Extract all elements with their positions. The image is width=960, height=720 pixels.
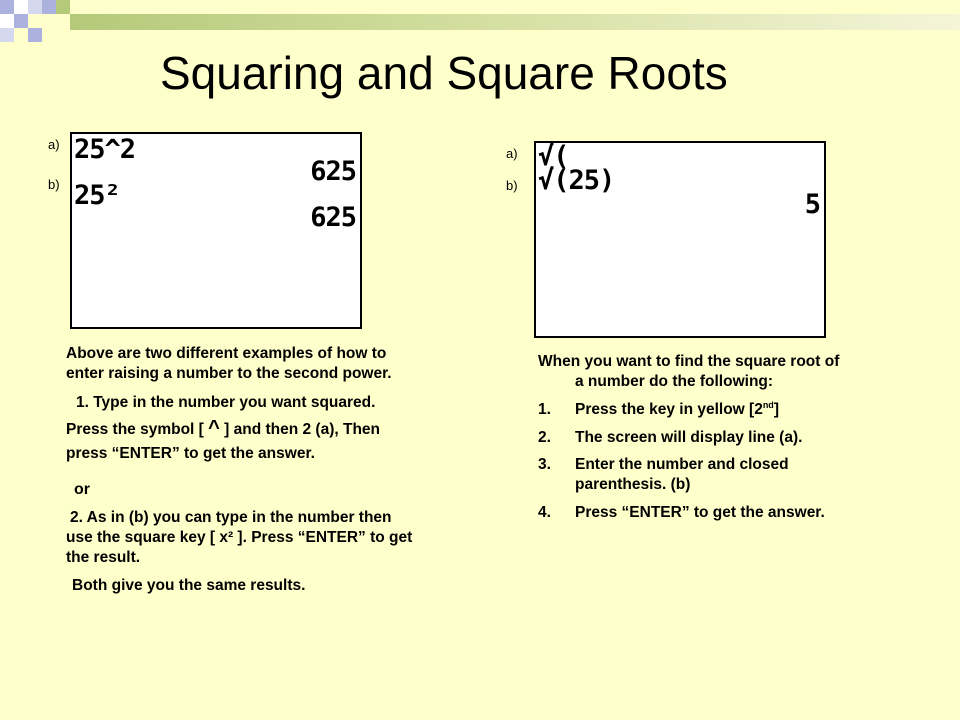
left-screen-result-1: 625 [310,156,356,187]
left-screen-result-2: 625 [310,202,356,233]
caret-symbol: ^ [208,417,220,440]
right-step: 1. Press the key in yellow [2nd] [538,399,779,418]
left-instructions [66,344,416,595]
right-steps-list [538,400,843,523]
left-intro: Above are two different examples of how to enter raising a number to the second power. [66,345,392,382]
left-screen-line-1: 25^2 [74,134,136,165]
left-label-b: b) [48,177,60,192]
left-label-a: a) [48,137,60,152]
right-screen-line-2: √(25) [538,165,615,196]
left-step-1-text-b: ] and then 2 (a), Then press “ENTER” to get the answer. [66,421,380,463]
left-screen-line-2: 25² [74,180,120,211]
right-screen-result: 5 [804,189,820,220]
right-step: 4. Press “ENTER” to get the answer. [538,504,825,522]
right-step: 3. Enter the number and closed parenthesis. (b) [538,456,789,494]
right-calculator-screen [534,141,826,338]
right-label-b: b) [506,178,518,193]
right-instructions [538,352,843,531]
left-or: or [74,480,90,498]
page-title: Squaring and Square Roots [160,47,728,99]
left-calculator-screen [70,132,362,329]
right-label-a: a) [506,146,518,161]
right-screen-line-1: √( [538,141,569,172]
right-intro: When you want to find the square root of a number do the following: [538,353,840,390]
left-conclusion: Both give you the same results. [72,576,306,594]
left-step-2: 2. As in (b) you can type in the number then use the square key [ x² ]. Press “ENTER” to get the result. [66,509,413,566]
right-step: 2. The screen will display line (a). [538,428,803,446]
left-step-1 [66,392,416,466]
left-step-1-text-a: 1. Type in the number you want squared. Press the symbol [ [66,393,376,439]
